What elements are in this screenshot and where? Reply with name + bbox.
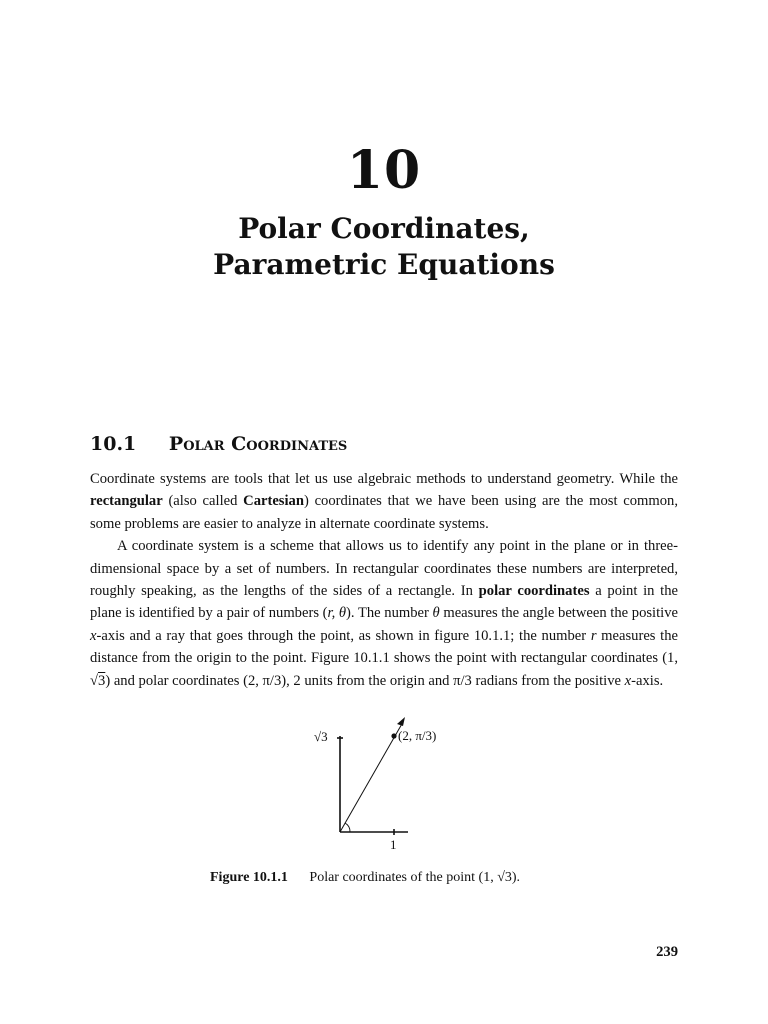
chapter-title	[0, 211, 768, 283]
ray-arrowhead	[397, 717, 405, 726]
term-cartesian: Cartesian	[243, 493, 304, 510]
text-run: measures the angle between the positive	[439, 605, 678, 622]
text-run: -axis.	[631, 672, 664, 689]
x-tick-label: 1	[390, 837, 397, 852]
figure-caption	[210, 870, 520, 886]
body-text	[90, 468, 678, 692]
math-r: r	[590, 627, 597, 644]
math-r-theta: r, θ	[327, 605, 347, 622]
point-marker	[391, 733, 396, 738]
section-title: Polar Coordinates	[168, 433, 348, 455]
point-label: (2, π/3)	[398, 728, 437, 743]
text-run: a point in the plane is identified by a pair of numbers (	[90, 583, 678, 622]
figure-polar-point	[300, 712, 480, 862]
paragraph-1	[90, 468, 678, 535]
chapter-title-line-2: Parametric Equations	[213, 248, 555, 281]
text-run: ) and polar coordinates (2, π/3), 2 units from the origin and π/3 radians from the positive	[105, 672, 625, 689]
y-tick-label: √3	[314, 729, 328, 744]
text-run: A coordinate system is a scheme that allows us to identify any point in the plane or in three-dimensional space by a set of numbers. In rectangular coordinates these numbers are interpreted, roughly speaking, as the lengths of the sides of a rectangle. In	[90, 538, 678, 600]
math-theta: θ	[432, 605, 440, 622]
section-heading	[90, 433, 347, 455]
angle-arc	[345, 823, 350, 832]
chapter-title-line-1: Polar Coordinates,	[238, 212, 530, 245]
text-run: (also called	[162, 493, 244, 510]
term-polar-coordinates: polar coordinates	[478, 583, 590, 600]
chapter-number: 10	[346, 140, 422, 201]
math-x: x	[90, 627, 97, 644]
text-run: ). The number	[346, 605, 433, 622]
text-run: measures the distance from the origin to the point. Figure 10.1.1 shows the point with rectangular coordinates (1, √	[90, 627, 678, 689]
caption-text: Polar coordinates of the point (1, √3).	[309, 870, 521, 885]
term-rectangular: rectangular	[90, 493, 163, 510]
text-run: -axis and a ray that goes through the point, as shown in figure 10.1.1; the number	[96, 627, 591, 644]
section-number: 10.1	[90, 433, 137, 455]
paragraph-2	[90, 535, 678, 692]
text-run: ) coordinates that we have been using are the most common, some problems are easier to analyze in alternate coordinate systems.	[90, 493, 678, 532]
page-number: 239	[656, 944, 678, 960]
math-x: x	[624, 672, 632, 689]
caption-label: Figure 10.1.1	[210, 870, 288, 885]
text-run: Coordinate systems are tools that let us use algebraic methods to understand geometry. While the	[90, 471, 678, 487]
math-sqrt-radicand: 3	[98, 672, 106, 689]
